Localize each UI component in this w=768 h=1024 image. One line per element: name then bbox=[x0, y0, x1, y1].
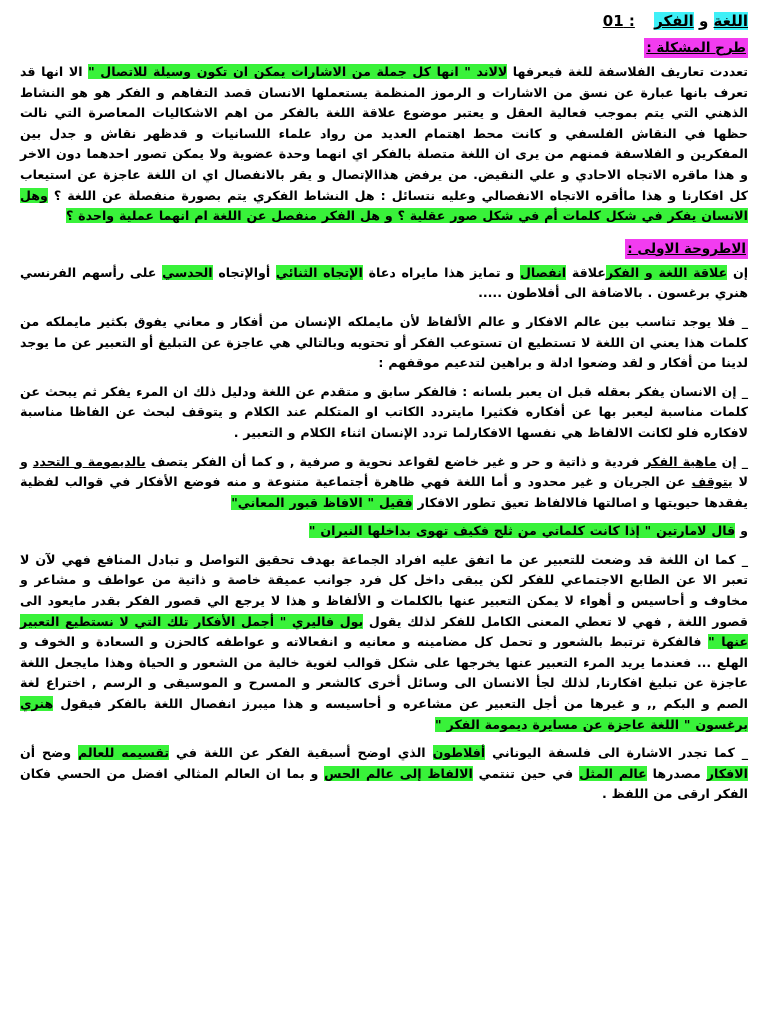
section-heading-problem: طرح المشكلة : bbox=[646, 40, 746, 56]
text-segment: و بما ان العالم المثالي افضل من الحسي فكان الفكر ارقى من اللفظ . bbox=[20, 765, 748, 802]
text-segment: علاقة bbox=[566, 264, 606, 280]
highlighted-text: الالفاظ إلى عالم الحس bbox=[324, 765, 473, 781]
paragraph-argument-plato bbox=[20, 743, 748, 805]
highlighted-text: الإتجاه الثنائي bbox=[275, 264, 363, 280]
highlighted-text: عالم المثل bbox=[579, 765, 647, 781]
text-segment: الا انها قد تعرف بانها عبارة عن نسق من الاشارات و الرموز المنظمة يستعملها الانسان قصد التفاهم و الفكر هو هو النشاط الذهني التي يتم بموجب فعالية العقل و يعتبر موضوع علاقة اللغة بالفكر من اهم الاشكاليات المعاصرة التي نالت حظها في النقاش الفلسفي و كانت محط اهتمام العديد من رواد علماء اللسانيات و قدظهر نقاش و جدل بين المفكرين و الفلاسفة فمنهم من يرى ان اللغة متصلة بالفكر اي انهما وحدة عضوية ولا يمكن تصور احدهما دون الاخر و هذا ماقره الاتجاه الاحادي و علي النقيض. من يرفض هذاالإتصال و يقر بالانفصال اي ان اللغة عاجزة عن استيعاب كل افكارنا و هذا ماأقره الاتجاه الانفصالي وعليه نتسائل : هل النشاط الفكري يتم بصورة منفصلة عن اللغة ؟ bbox=[20, 64, 748, 203]
title-word-language: اللغة bbox=[713, 12, 748, 30]
text-segment: و bbox=[735, 523, 748, 539]
paragraph-argument-thinking-first bbox=[20, 382, 748, 444]
section-heading-thesis-one: الاطروحة الاولى : bbox=[627, 240, 746, 257]
text-segment: تعددت تعاريف الفلاسفة للغة فيعرفها bbox=[507, 64, 748, 79]
highlighted-text: تقسيمه للعالم bbox=[78, 745, 170, 761]
text-segment: إن bbox=[727, 264, 749, 280]
text-segment: _ فلا يوجد تناسب بين عالم الافكار و عالم الألفاظ لأن مايملكه الإنسان من أفكار و معاني يفوق بكثير مايملكه من كلمات هذا يعني ان اللغة لا تستطيع ان تستوعب الفكر أو تحتويه وبالتالي هي عاجزة عن التبليغ أو التعبير عن ما يوجد لدينا من أفكار و لقد وضعوا ادلة و براهين لتدعيم موقفهم : bbox=[20, 313, 748, 371]
paragraph-lamartine-quote bbox=[20, 521, 748, 542]
text-segment: وضح أن bbox=[20, 745, 78, 761]
paragraph-thesis-statement bbox=[20, 263, 748, 304]
title-word-thought: الفكر bbox=[654, 12, 694, 30]
highlighted-text: لالاند bbox=[476, 64, 508, 79]
text-segment: في حين تنتمي bbox=[472, 765, 580, 781]
text-segment: الذي اوضح أسبقية الفكر عن اللغة في bbox=[169, 745, 433, 761]
highlighted-text: الافكار bbox=[706, 765, 748, 781]
highlighted-text: انفصال bbox=[519, 264, 567, 280]
highlighted-text: وهل الانسان يفكر في شكل كلمات أم في شكل صور عقلية ؟ و هل الفكر منفصل عن اللغة ام انهما عملية واحدة ؟ bbox=[20, 187, 748, 224]
text-segment: _ كما تجدر الاشارة الى فلسفة اليوناني bbox=[485, 745, 749, 761]
underlined-term: ماهية الفكر bbox=[644, 453, 717, 469]
lesson-number: : 01 bbox=[602, 12, 635, 30]
highlighted-text: هنري برغسون " اللغة عاجزة عن مسايرة ديمومة الفكر " bbox=[20, 696, 748, 732]
paragraph-argument-mismatch bbox=[20, 312, 748, 374]
title-conjunction: و bbox=[698, 12, 709, 30]
highlighted-text: بول فاليري " أجمل الأفكار تلك التي لا نستطيع التعبير عنها " bbox=[20, 613, 748, 650]
highlighted-text: الحدسي bbox=[162, 264, 213, 280]
highlighted-text: علاقة اللغة و الفكر bbox=[605, 264, 728, 280]
text-segment: مصدرها bbox=[646, 765, 707, 781]
text-segment: عن الجريان و غير محدود و أما اللغة فهي ظاهرة أجتماعية متنوعة و منه فوضع الأفكار في قوالب لفظية يفقدها حيويتها و اصالتها فالالفاظ تعيق تطور الافكار bbox=[20, 474, 748, 510]
paragraph-argument-nature-of-thought bbox=[20, 452, 748, 514]
text-segment: فردية و ذاتية و حر و غير خاضع لقواعد نحوية و صرفية , و كما أن الفكر يتصف bbox=[145, 453, 645, 469]
paragraph-argument-social-language bbox=[20, 550, 748, 735]
highlighted-text: فقيل " الافاظ قبور المعاني" bbox=[231, 494, 413, 510]
text-segment: فالفكرة ترتبط بالشعور و تحمل كل مضامينه و معانيه و انفعالاته و عواطفه كالحزن و السعادة و الخوف و الهلع ... فعندما يريد المرء التعبير عنها يخرجها على شكل قوالب لغوية خالية من الشعور و الحياة وهذا مايجعل اللغة عاجزة عن تبليغ افكارنا, لذلك لجأ الانسان الى وسائل أخرى كالشعر و المسرح و الموسيقى و الرسم , اختراع لغة الصم و البكم ,, و غيرها من أجل التعبير عن مشاعره و أحاسيسه و هذا ميبرز انفصال اللغة بالفكر فيقول bbox=[20, 634, 748, 712]
underlined-term: يتوقف bbox=[691, 474, 733, 490]
text-segment: _ إن الانسان يفكر بعقله قبل ان يعبر بلسانه : فالفكر سابق و متقدم عن اللغة ودليل ذلك ان المرء يفكر ثم يبحث عن كلمات مناسبة ليعبر بها عن أفكاره فكثيرا مايتردد الكاتب او المتكلم عند الكلام و يتوقف لبحث عن الفاظا مناسبة لافكاره فلو لكانت الالفاظ هي نفسها الافكارلما تردد الإنسان اثناء الكلام و التعبير . bbox=[20, 383, 748, 440]
highlighted-text: أفلاطون bbox=[432, 745, 486, 761]
text-segment: على رأسهم الفرنسي هنري برغسون . بالاضافة الى أفلاطون ..... bbox=[20, 264, 748, 301]
text-segment: _ إن bbox=[716, 453, 749, 469]
paragraph-intro bbox=[20, 62, 748, 227]
underlined-term: بالديمومة و التجدد bbox=[32, 453, 146, 469]
text-segment: و لا bbox=[20, 453, 749, 490]
highlighted-text: قال لامارتين " إذا كانت كلماتي من ثلج فكيف تهوى بداخلها النيران " bbox=[308, 523, 736, 539]
text-segment: أوالإتجاه bbox=[212, 264, 276, 280]
text-segment: و تمايز هذا مايراه دعاة bbox=[362, 264, 520, 280]
highlighted-text: " انها كل جملة من الاشارات يمكن ان تكون وسيلة للاتصال " bbox=[88, 64, 477, 79]
text-segment: _ كما ان اللغة قد وضعت للتعبير عن ما اتفق عليه افراد الجماعة بهدف تحقيق التواصل و تبادل المنافع فهي لآن لا تعبر الا عن الطابع الاجتماعي للفكر لكن يبقى داخل كل فرد جوانب عميقة خاصة و ذاتية من عواطف و مشاعر و مخاوف و أحاسيس و أهواء لا يمكن التعبير عنها بالكلمات و الألفاظ و هذا لا يرجع الي قصور الفكر بقدر مايعود الى قصور اللغة , فهي لا تعطي المعنى الكامل للفكر لذلك يقول bbox=[20, 551, 748, 629]
document-title bbox=[20, 10, 748, 32]
